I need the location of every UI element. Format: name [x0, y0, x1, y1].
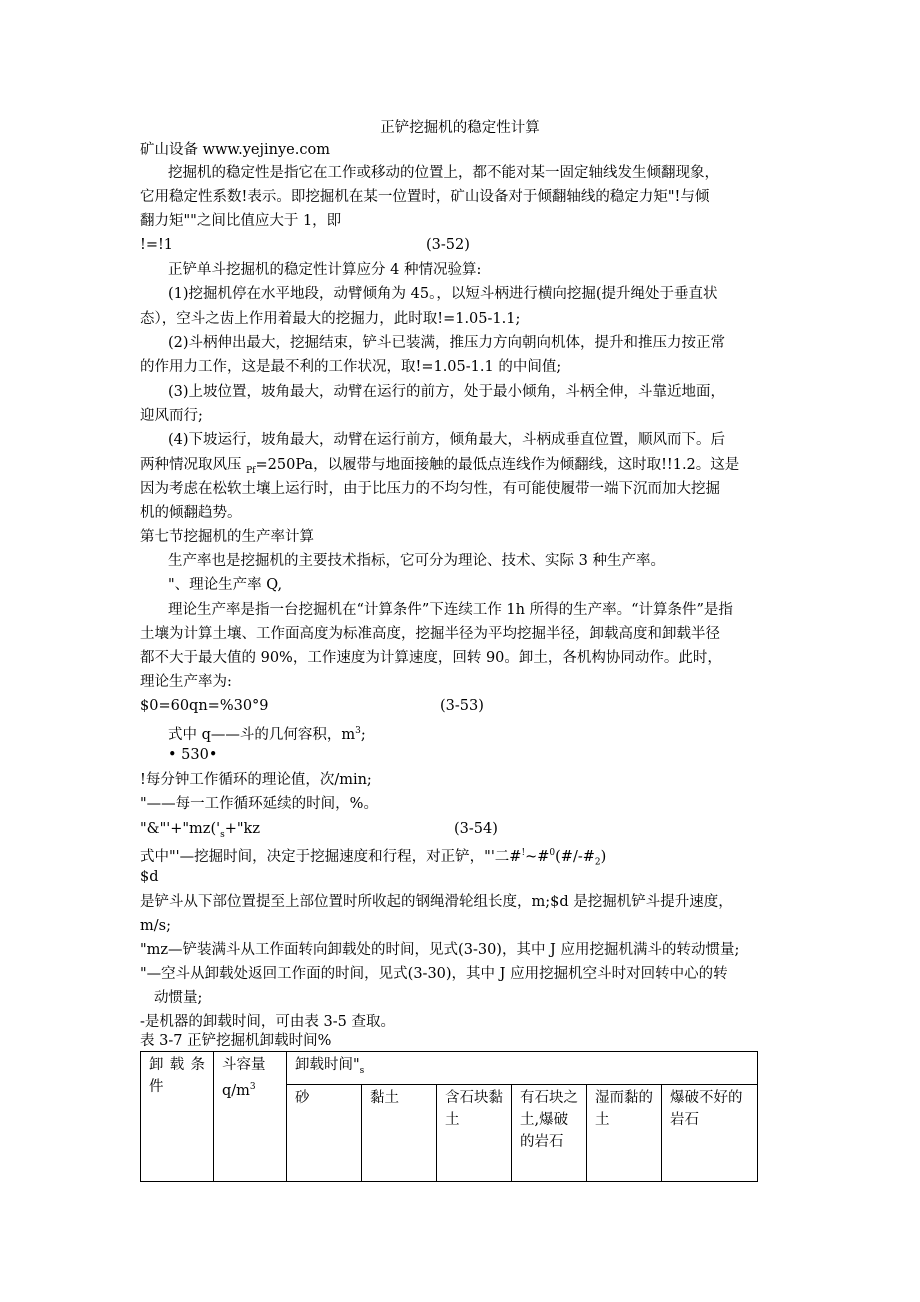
- case4-line3: 因为考虑在松软土壤上运行时，由于比压力的不均匀性，有可能使履带一端下沉而加大挖掘: [140, 481, 720, 497]
- th-condition-text: 卸载条件: [149, 1057, 205, 1095]
- col-sand: 砂: [287, 1084, 362, 1181]
- th-unload-time-text: 卸载时间": [295, 1057, 360, 1073]
- p9-d: ): [600, 848, 607, 865]
- p13-line1: "—空斗从卸载处返回工作面的时间，见式(3-30)，其中 J 应用挖掘机空斗时对回转中心的转: [140, 966, 728, 982]
- th-unload-time: [287, 1052, 758, 1085]
- p5-line1: 理论生产率是指一台挖掘机在“计算条件”下连续工作 1h 所得的生产率。“计算条件”是指: [168, 602, 733, 618]
- th-capacity-line1: 斗容量: [222, 1057, 266, 1073]
- case4-line2a: 两种情况取风压: [140, 457, 242, 473]
- p9-a: 式中"'—挖掘时间，决定于挖掘速度和行程，对正铲，"'二#: [140, 848, 522, 865]
- p6a: [168, 722, 366, 744]
- th-condition: [141, 1052, 214, 1182]
- p9: [140, 844, 606, 872]
- p1-line2: 它用稳定性系数!表示。即挖掘机在某一位置时，矿山设备对于倾翻轴线的稳定力矩"!与倾: [140, 189, 710, 205]
- p14: -是机器的卸载时间，可由表 3-5 查取。: [140, 1014, 395, 1030]
- th-capacity-unit: q/m: [222, 1082, 250, 1099]
- p13-line2: 动惯量;: [154, 990, 203, 1006]
- case4-line1: (4)下坡运行，坡角最大，动臂在运行前方，倾角最大，斗柄成垂直位置，顺风而下。后: [168, 432, 726, 448]
- p6a-end: ;: [360, 726, 366, 743]
- source-line: 矿山设备 www.yejinye.com: [140, 142, 330, 158]
- table-title: 表 3-7 正铲挖掘机卸载时间%: [140, 1033, 332, 1049]
- p5-line2: 土壤为计算土壤、工作面高度为标准高度，挖掘半径为平均挖掘半径，卸载高度和卸载半径: [140, 626, 720, 642]
- p7: !每分钟工作循环的理论值，次/min;: [140, 772, 372, 788]
- p4: "、理论生产率 Q,: [168, 577, 283, 593]
- case4-sub: Pf: [246, 465, 256, 476]
- p5-line3: 都不大于最大值的 90%，工作速度为计算速度，回转 90。卸土，各机构协同动作。此时，: [140, 650, 722, 666]
- p3: 生产率也是挖掘机的主要技术指标，它可分为理论、技术、实际 3 种生产率。: [168, 553, 665, 569]
- p9-sup2: 0: [549, 848, 556, 858]
- p1-line3: 翻力矩""之间比值应大于 1，即: [140, 213, 342, 229]
- th-unload-time-sub: s: [359, 1065, 365, 1076]
- case2-line1: (2)斗柄伸出最大，挖掘结束，铲斗已装满，推压力方向朝向机体，提升和推压力按正常: [168, 335, 726, 351]
- p6a-sup: 3: [355, 726, 361, 736]
- eq2-formula: $0=60qn=%30°9: [140, 698, 269, 714]
- case3-line2: 迎风而行;: [140, 408, 203, 424]
- col-wet-clay: 湿而黏的土: [587, 1084, 662, 1181]
- p9-b: ~#: [525, 848, 550, 865]
- eq3-formula: [140, 820, 260, 844]
- p5-line4: 理论生产率为:: [140, 674, 232, 690]
- th-capacity-line2: [222, 1076, 278, 1102]
- th-capacity: [214, 1052, 287, 1182]
- eq3-number: (3-54): [454, 821, 498, 837]
- p9-c: (#/-#: [555, 848, 595, 865]
- eq2-number: (3-53): [440, 698, 484, 714]
- p9-sub: 2: [594, 857, 601, 868]
- p6a-text: 式中 q——斗的几何容积，m: [168, 726, 356, 743]
- p11-line2: m/s;: [140, 918, 171, 934]
- eq1-number: (3-52): [426, 237, 470, 253]
- p9-sup1: !: [521, 848, 526, 858]
- col-poor-blast: 爆破不好的岩石: [662, 1084, 758, 1181]
- p6b: • 530•: [168, 747, 218, 763]
- case2-line2: 的作用力工作，这是最不利的工作状况，取!=1.05-1.1 的中间值;: [140, 359, 562, 375]
- p8: "——每一工作循环延续的时间，%。: [140, 796, 378, 812]
- case1-line1: (1)挖掘机停在水平地段，动臂倾角为 45。，以短斗柄进行横向挖掘(提升绳处于垂直状: [168, 286, 718, 302]
- unload-time-table: [140, 1051, 758, 1182]
- doc-title: 正铲挖掘机的稳定性计算: [380, 120, 540, 136]
- th-capacity-sup: 3: [249, 1082, 256, 1092]
- col-rock: 有石块之土,爆破的岩石: [512, 1084, 587, 1181]
- case4-line4: 机的倾翻趋势。: [140, 505, 242, 521]
- col-stony-clay: 含石块黏土: [437, 1084, 512, 1181]
- p11-line1: 是铲斗从下部位置提至上部位置时所收起的钢绳滑轮组长度，m;$d 是挖掘机铲斗提升速度，: [140, 894, 733, 910]
- section-heading: 第七节挖掘机的生产率计算: [140, 529, 314, 545]
- col-clay: 黏土: [362, 1084, 437, 1181]
- case3-line1: (3)上坡位置，坡角最大，动臂在运行的前方，处于最小倾角，斗柄全伸，斗靠近地面，: [168, 384, 726, 400]
- p12: "mz—铲装满斗从工作面转向卸载处的时间，见式(3-30)，其中 J 应用挖掘机满斗的转动惯量;: [140, 942, 740, 958]
- case1-line2: 态），空斗之齿上作用着最大的挖掘力，此时取!=1.05-1.1;: [140, 311, 521, 327]
- case4-line2: [140, 456, 739, 480]
- p1-line1: 挖掘机的稳定性是指它在工作或移动的位置上，都不能对某一固定轴线发生倾翻现象，: [168, 165, 719, 181]
- eq1-formula: !=!1: [140, 237, 174, 253]
- case4-line2b: =250Pa，以履带与地面接触的最低点连线作为倾翻线，这时取!!1.2。这是: [255, 457, 740, 473]
- eq3-a: "&"'+"mz(': [140, 821, 221, 837]
- eq3-b: +"kz: [224, 821, 260, 837]
- p2: 正铲单斗挖掘机的稳定性计算应分 4 种情况验算:: [168, 262, 482, 278]
- eq3-sub: s: [220, 829, 225, 840]
- p10: $d: [140, 869, 159, 885]
